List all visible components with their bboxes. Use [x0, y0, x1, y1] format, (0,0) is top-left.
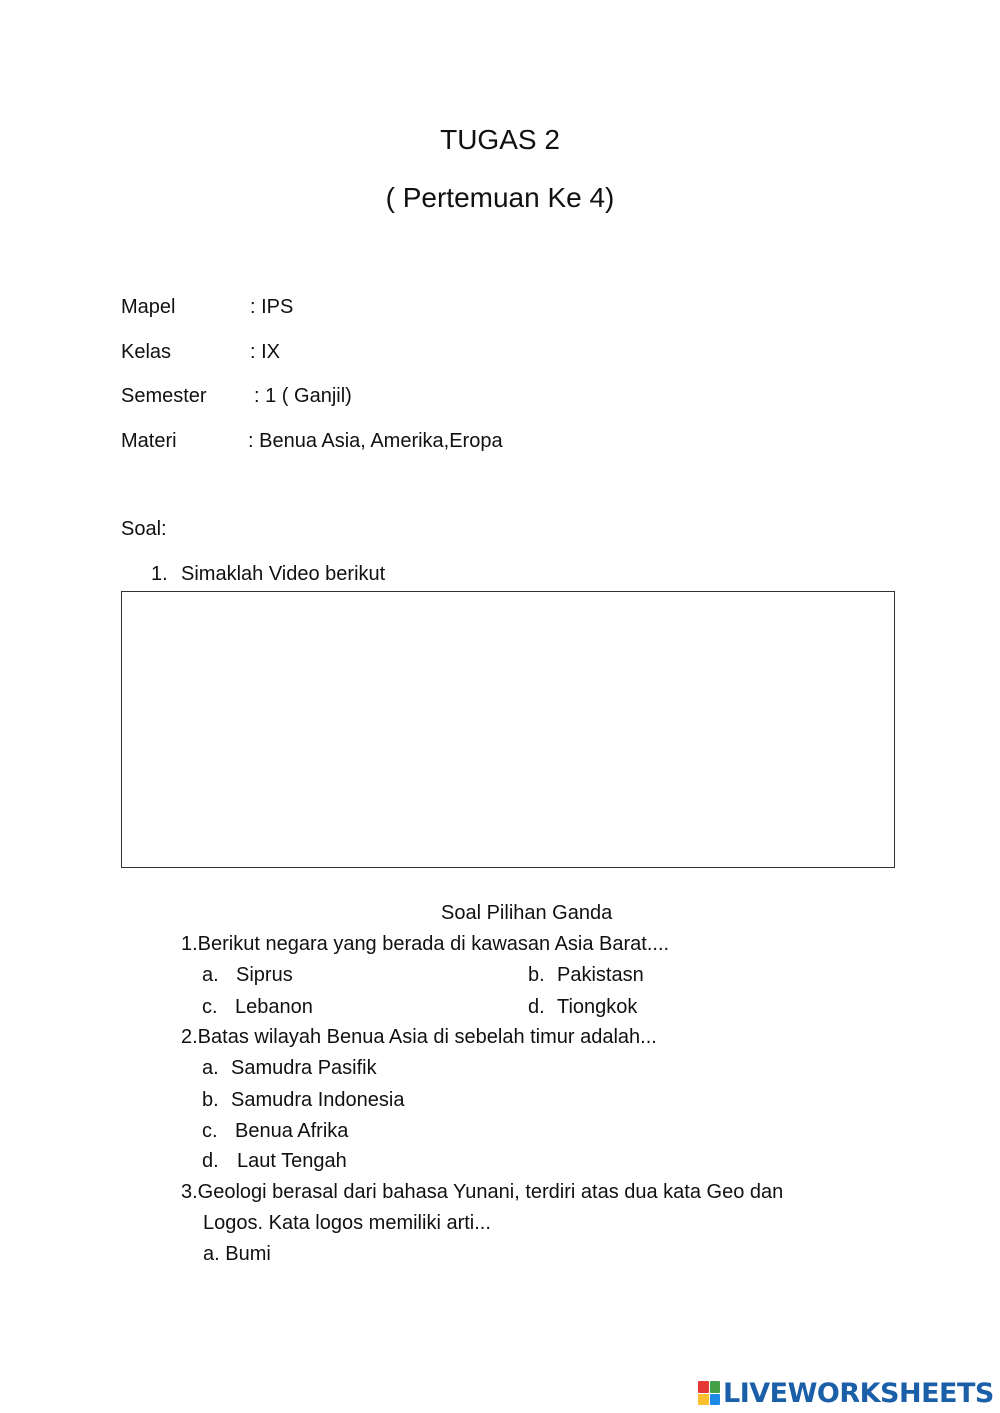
- info-label-materi: Materi: [121, 430, 177, 452]
- soal-item-number: 1.: [151, 563, 168, 585]
- logo-square-yellow: [698, 1394, 709, 1406]
- q2-option-c-letter: c.: [202, 1120, 218, 1142]
- question-2-text: 2.Batas wilayah Benua Asia di sebelah timur adalah...: [181, 1026, 657, 1048]
- soal-label: Soal:: [121, 518, 167, 540]
- q3-option-a[interactable]: a. Bumi: [203, 1243, 271, 1265]
- mc-heading: Soal Pilihan Ganda: [441, 902, 613, 924]
- q2-option-c-text[interactable]: Benua Afrika: [235, 1120, 349, 1142]
- question-3-line-2: Logos. Kata logos memiliki arti...: [203, 1212, 491, 1234]
- logo-square-blue: [710, 1394, 721, 1406]
- info-value-materi: : Benua Asia, Amerika,Eropa: [248, 430, 503, 452]
- soal-item-text: Simaklah Video berikut: [181, 563, 386, 585]
- q1-option-a-letter: a.: [202, 964, 219, 986]
- logo-square-red: [698, 1381, 709, 1393]
- q1-option-b-text[interactable]: Pakistasn: [557, 964, 644, 986]
- q2-option-b-letter: b.: [202, 1089, 219, 1111]
- logo-grid-icon: [698, 1381, 720, 1405]
- logo-text: LIVEWORKSHEETS: [723, 1377, 994, 1409]
- logo-square-green: [710, 1381, 721, 1393]
- q2-option-a-letter: a.: [202, 1057, 219, 1079]
- q2-option-b-text[interactable]: Samudra Indonesia: [231, 1089, 405, 1111]
- q1-option-b-letter: b.: [528, 964, 545, 986]
- q2-option-d-letter: d.: [202, 1150, 219, 1172]
- q1-option-a-text[interactable]: Siprus: [236, 964, 293, 986]
- question-3-line-1: 3.Geologi berasal dari bahasa Yunani, terdiri atas dua kata Geo dan: [181, 1181, 784, 1203]
- liveworksheets-logo: [698, 1377, 994, 1409]
- q2-option-a-text[interactable]: Samudra Pasifik: [231, 1057, 377, 1079]
- q2-option-d-text[interactable]: Laut Tengah: [237, 1150, 347, 1172]
- q1-option-c-text[interactable]: Lebanon: [235, 996, 313, 1018]
- info-label-semester: Semester: [121, 385, 207, 407]
- info-value-mapel: : IPS: [250, 296, 294, 318]
- question-1-text: 1.Berikut negara yang berada di kawasan Asia Barat....: [181, 933, 670, 955]
- q1-option-c-letter: c.: [202, 996, 218, 1018]
- page-subtitle: ( Pertemuan Ke 4): [385, 182, 615, 213]
- page-title: TUGAS 2: [440, 124, 560, 155]
- video-embed-box[interactable]: [121, 591, 895, 868]
- info-label-kelas: Kelas: [121, 341, 172, 363]
- info-value-kelas: : IX: [250, 341, 281, 363]
- info-value-semester: : 1 ( Ganjil): [254, 385, 352, 407]
- info-label-mapel: Mapel: [121, 296, 176, 318]
- q1-option-d-text[interactable]: Tiongkok: [557, 996, 638, 1018]
- q1-option-d-letter: d.: [528, 996, 545, 1018]
